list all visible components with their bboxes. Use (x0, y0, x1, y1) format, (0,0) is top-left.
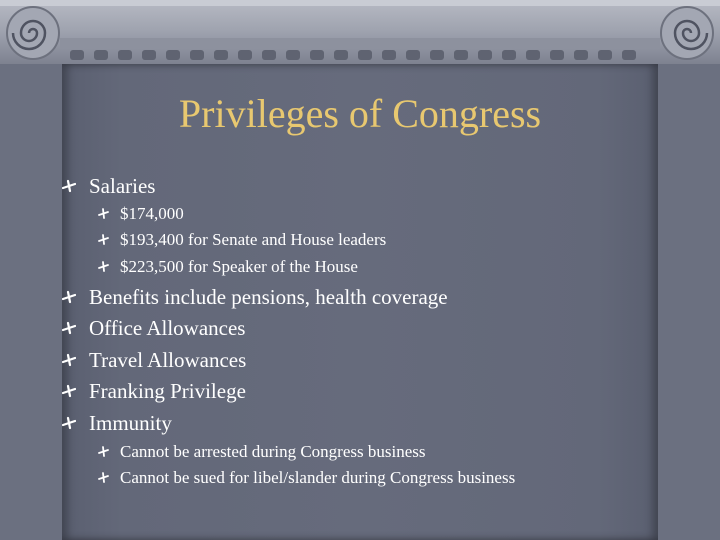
cross-bullet-icon (62, 290, 76, 304)
item-text: $193,400 for Senate and House leaders (120, 230, 387, 249)
item-text: $174,000 (120, 204, 184, 223)
item-text: Cannot be arrested during Congress business (120, 442, 426, 461)
item-text: Office Allowances (89, 316, 246, 340)
item-text: Immunity (89, 411, 172, 435)
cross-bullet-icon (98, 261, 109, 272)
cross-bullet-icon (62, 416, 76, 430)
cross-bullet-icon (98, 472, 109, 483)
cross-bullet-icon (98, 446, 109, 457)
cross-bullet-icon (98, 208, 109, 219)
scroll-volute-icon (658, 4, 716, 62)
cross-bullet-icon (62, 353, 76, 367)
slide-title: Privileges of Congress (178, 91, 542, 136)
cross-bullet-icon (62, 179, 76, 193)
cross-bullet-icon (62, 384, 76, 398)
item-text: Benefits include pensions, health coverage (89, 285, 448, 309)
item-text: $223,500 for Speaker of the House (120, 257, 358, 276)
item-text: Franking Privilege (89, 379, 246, 403)
cross-bullet-icon (62, 321, 76, 335)
item-text: Salaries (89, 174, 156, 198)
column-capital (0, 0, 720, 64)
item-text: Cannot be sued for libel/slander during Congress business (120, 468, 516, 487)
scroll-volute-icon (4, 4, 62, 62)
cross-bullet-icon (98, 234, 109, 245)
item-text: Travel Allowances (89, 348, 247, 372)
